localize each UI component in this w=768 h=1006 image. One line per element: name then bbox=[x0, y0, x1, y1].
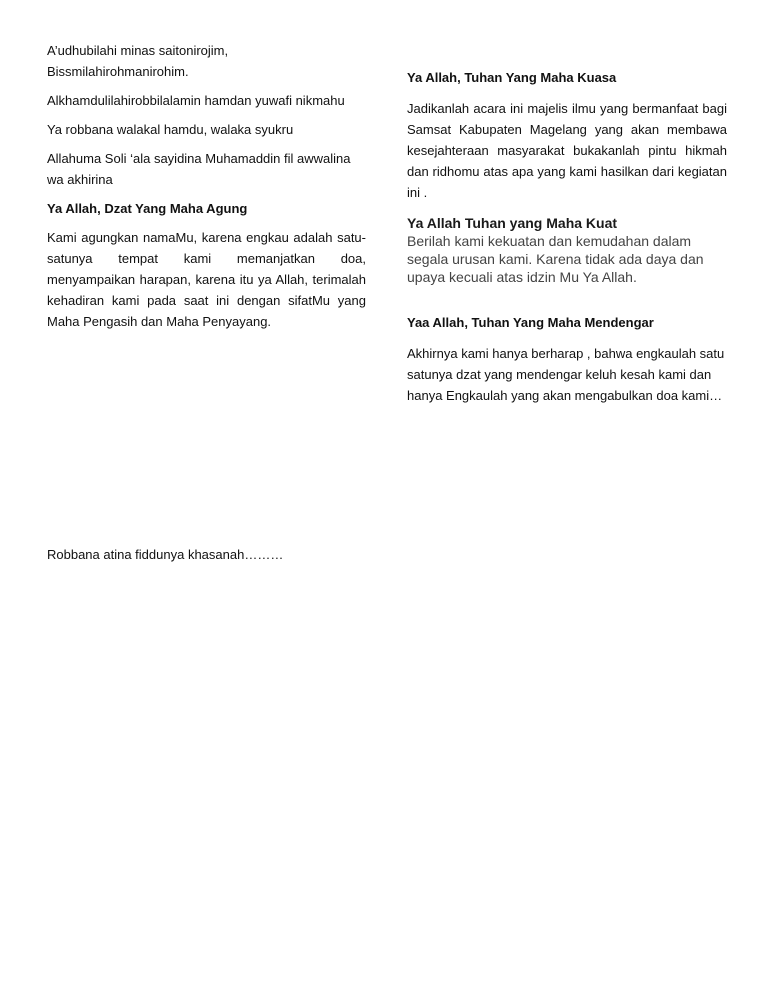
robbana-line: Ya robbana walakal hamdu, walaka syukru bbox=[47, 122, 294, 137]
closing-line: Robbana atina fiddunya khasanah……… bbox=[47, 547, 284, 562]
opening-line-1: A’udhubilahi minas saitonirojim, bbox=[47, 43, 229, 58]
heading-maha-kuat: Ya Allah Tuhan yang Maha Kuat bbox=[407, 215, 618, 231]
heading-maha-mendengar: Yaa Allah, Tuhan Yang Maha Mendengar bbox=[407, 315, 654, 330]
body-maha-kuat: Berilah kami kekuatan dan kemudahan dalam segala urusan kami. Karena tidak ada daya dan upaya kecuali atas idzin Mu Ya Allah. bbox=[407, 233, 704, 285]
opening-line-2: Bissmilahirohmanirohim. bbox=[47, 64, 189, 79]
hamdalah-line: Alkhamdulilahirobbilalamin hamdan yuwafi nikmahu bbox=[47, 93, 345, 108]
heading-maha-agung: Ya Allah, Dzat Yang Maha Agung bbox=[47, 201, 248, 216]
right-column bbox=[407, 67, 727, 406]
body-maha-kuasa: Jadikanlah acara ini majelis ilmu yang bermanfaat bagi Samsat Kabupaten Magelang yang akan membawa kesejahteraan masyarakat bukakanlah pintu hikmah dan ridhomu atas apa yang kami hasilkan dari kegiatan ini . bbox=[407, 101, 727, 200]
body-maha-agung: Kami agungkan namaMu, karena engkau adalah satu-satunya tempat kami memanjatkan doa, menyampaikan harapan, karena itu ya Allah, terimalah kehadiran kami pada saat ini dengan sifatMu yang Maha Pengasih dan Maha Penyayang. bbox=[47, 230, 366, 329]
heading-maha-kuasa: Ya Allah, Tuhan Yang Maha Kuasa bbox=[407, 70, 617, 85]
sholawat-line: Allahuma Soli ‘ala sayidina Muhamaddin fil awwalina wa akhirina bbox=[47, 151, 351, 187]
left-column bbox=[47, 40, 366, 332]
body-maha-mendengar: Akhirnya kami hanya berharap , bahwa engkaulah satu satunya dzat yang mendengar keluh kesah kami dan hanya Engkaulah yang akan mengabulkan doa kami… bbox=[407, 346, 725, 403]
